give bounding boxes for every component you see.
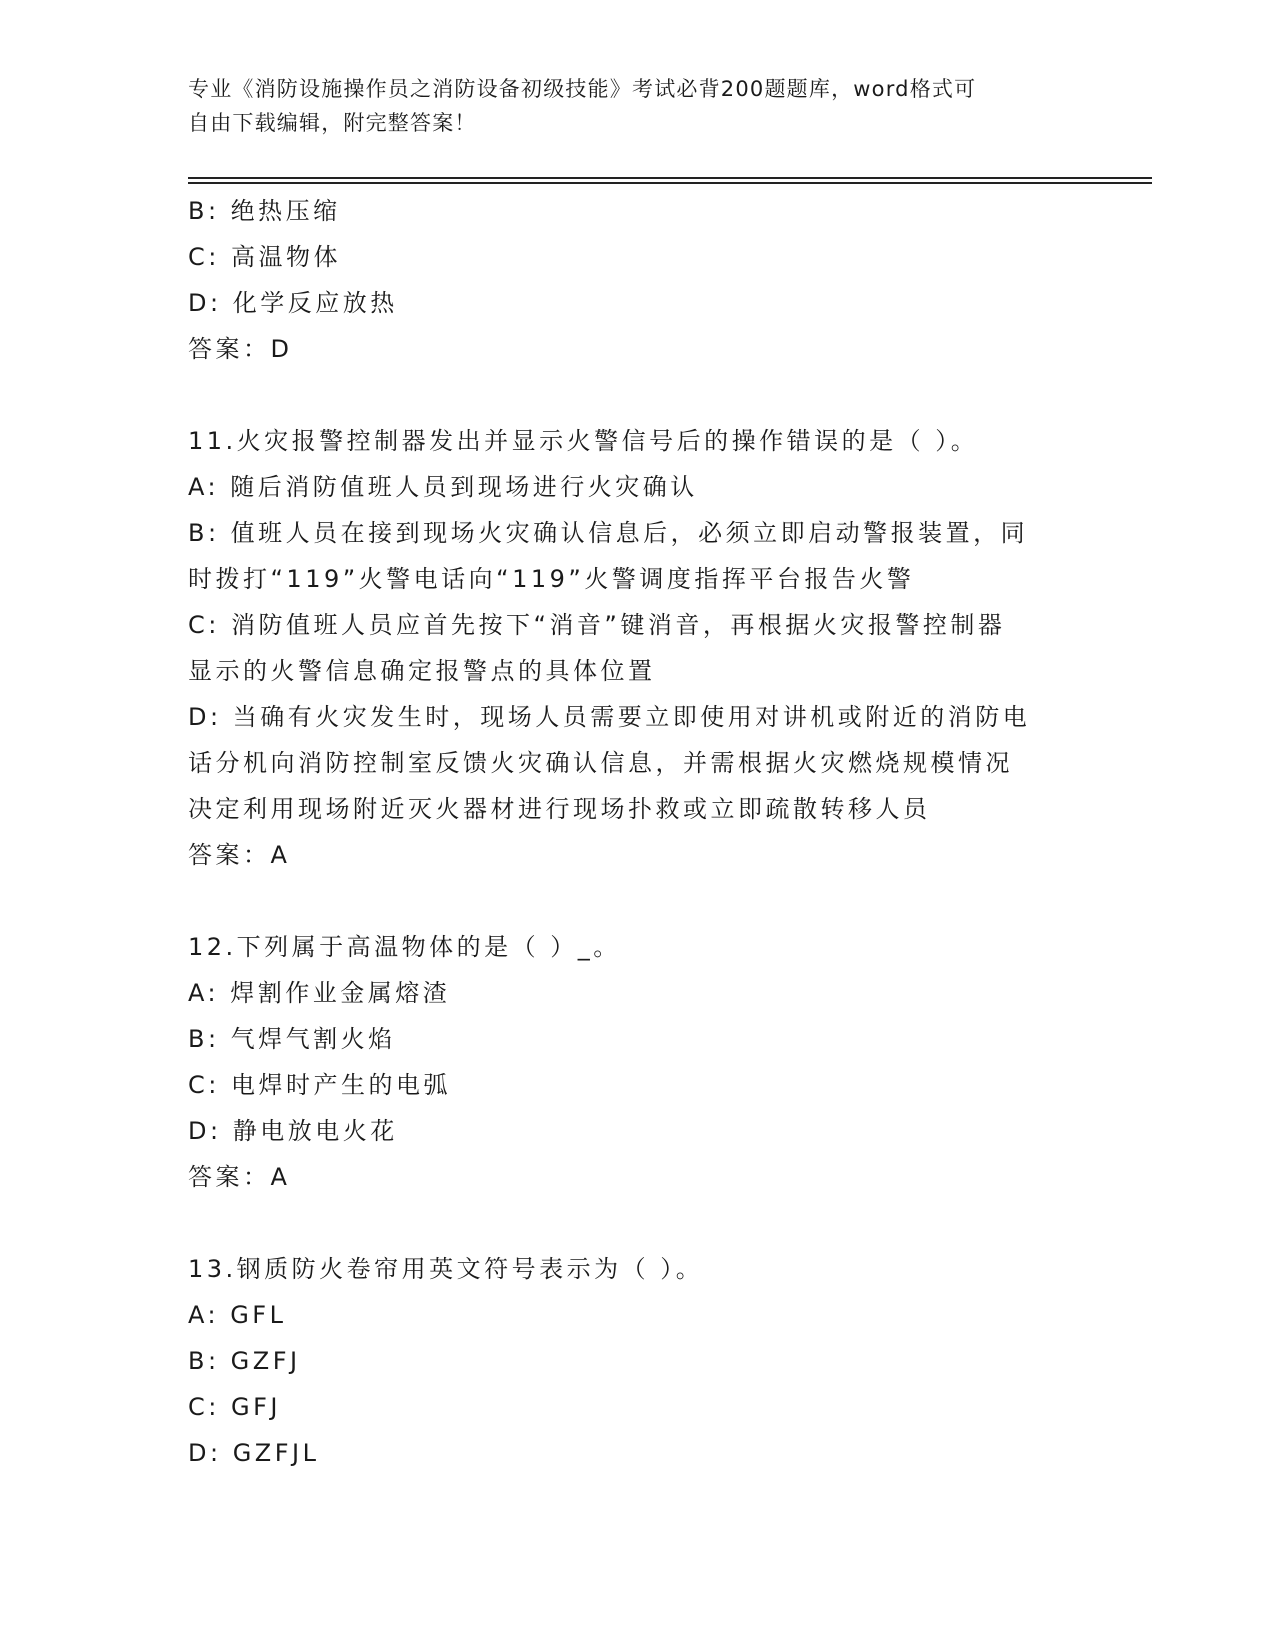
document-header <box>188 72 1068 140</box>
option-b: B: 气焊气割火焰 <box>188 1025 396 1053</box>
option-c: C: 高温物体 <box>188 243 341 271</box>
header-divider-top <box>188 177 1152 179</box>
question-stem: 12.下列属于高温物体的是（ ）_。 <box>188 933 621 961</box>
question-stem: 13.钢质防火卷帘用英文符号表示为（ ）。 <box>188 1255 704 1283</box>
option-d: D: GZFJL <box>188 1439 320 1467</box>
option-b: B: 绝热压缩 <box>188 197 341 225</box>
question-11 <box>188 418 1088 878</box>
question-stem: 11.火灾报警控制器发出并显示火警信号后的操作错误的是（ ）。 <box>188 427 979 455</box>
question-13 <box>188 1246 1088 1476</box>
question-list <box>188 188 1088 1476</box>
header-divider-bottom <box>188 182 1152 184</box>
option-b-continued: 时拨打“119”火警电话向“119”火警调度指挥平台报告火警 <box>188 565 915 593</box>
header-line-1: 专业《消防设施操作员之消防设备初级技能》考试必背200题题库，word格式可 <box>188 77 977 101</box>
option-c: C: 电焊时产生的电弧 <box>188 1071 451 1099</box>
option-b: B: 值班人员在接到现场火灾确认信息后，必须立即启动警报装置，同 <box>188 519 1029 547</box>
answer: 答案：A <box>188 841 291 869</box>
option-c: C: 消防值班人员应首先按下“消音”键消音，再根据火灾报警控制器 <box>188 611 1006 639</box>
option-a: A: 焊割作业金属熔渣 <box>188 979 451 1007</box>
header-line-2: 自由下载编辑，附完整答案！ <box>188 111 477 135</box>
option-d-continued: 话分机向消防控制室反馈火灾确认信息，并需根据火灾燃烧规模情况 <box>188 749 1013 777</box>
option-d: D: 静电放电火花 <box>188 1117 398 1145</box>
option-d: D: 当确有火灾发生时，现场人员需要立即使用对讲机或附近的消防电 <box>188 703 1031 731</box>
question-12 <box>188 924 1088 1200</box>
spacer <box>188 878 1088 924</box>
option-d: D: 化学反应放热 <box>188 289 398 317</box>
spacer <box>188 1200 1088 1246</box>
option-c: C: GFJ <box>188 1393 281 1421</box>
option-d-continued: 决定利用现场附近灭火器材进行现场扑救或立即疏散转移人员 <box>188 795 931 823</box>
answer: 答案：D <box>188 335 293 363</box>
option-c-continued: 显示的火警信息确定报警点的具体位置 <box>188 657 656 685</box>
option-a: A: GFL <box>188 1301 287 1329</box>
spacer <box>188 372 1088 418</box>
answer: 答案：A <box>188 1163 291 1191</box>
question-10 <box>188 188 1088 372</box>
option-b: B: GZFJ <box>188 1347 301 1375</box>
option-a: A: 随后消防值班人员到现场进行火灾确认 <box>188 473 698 501</box>
